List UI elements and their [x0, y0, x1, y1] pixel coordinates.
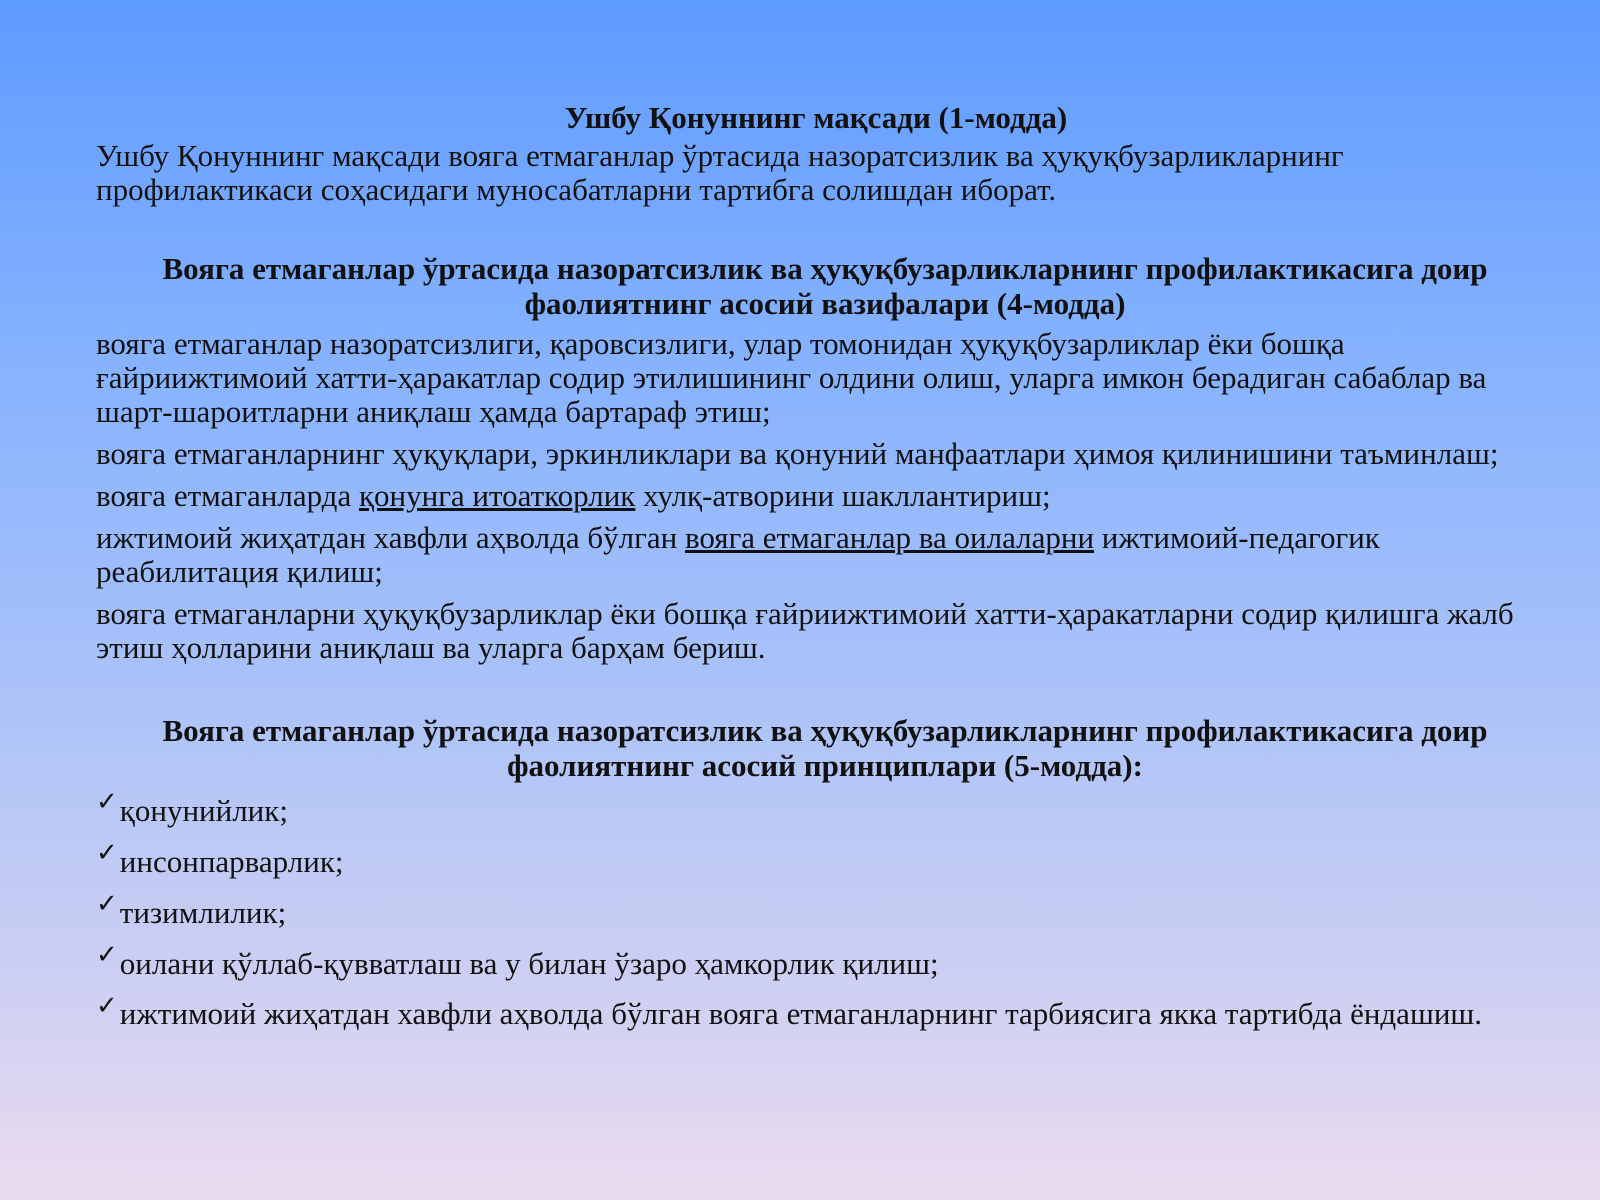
principle-item-text: ижтимоий жиҳатдан хавфли аҳволда бўлган вояга етмаганларнинг тарбиясига якка тартибда ёндашиш.: [119, 996, 1483, 1031]
checkmark-icon: ✓: [96, 838, 118, 868]
section-heading-principles: Вояга етмаганлар ўртасида назоратсизлик ва ҳуқуқбузарликларнинг профилактикасига доир фаолиятнинг асосий принциплари (5-модда):: [162, 713, 1488, 783]
task-item-3-underlined: қонунга итоаткорлик: [358, 478, 636, 513]
principle-item: [96, 789, 1546, 832]
principle-item: [96, 840, 1546, 883]
principle-item: [96, 891, 1546, 934]
task-item-1: вояга етмаганлар назоратсизлиги, қаровсизлиги, улар томонидан ҳуқуқбузарликлар ёки бошқа ғайриижтимоий хатти-ҳаракатлар содир этилишининг олдини олиш, уларга имкон берадиган сабаблар ва шарт-шароитларни аниқлаш ҳамда бартараф этиш;: [96, 326, 1487, 429]
task-item-3-text-before: вояга етмаганларда: [96, 478, 359, 513]
principle-item-text: инсонпарварлик;: [119, 844, 344, 879]
checkmark-icon: ✓: [96, 940, 118, 970]
section-heading-tasks: Вояга етмаганлар ўртасида назоратсизлик ва ҳуқуқбузарликларнинг профилактикасига доир фаолиятнинг асосий вазифалари (4-модда): [162, 251, 1488, 321]
task-item-3-text-after: хулқ-атворини шакллантириш;: [635, 478, 1051, 513]
task-item-4-underlined: вояга етмаганлар ва оилаларни: [684, 520, 1095, 555]
section-heading-purpose: Ушбу Қонуннинг мақсади (1-модда): [564, 100, 1068, 135]
principles-list: [96, 789, 1546, 1035]
slide-content: [96, 100, 1546, 1043]
principle-item-text: тизимлилик;: [119, 895, 287, 930]
task-item-4-text-before: ижтимоий жиҳатдан хавфли аҳволда бўлган: [96, 520, 685, 555]
task-item-4: [96, 521, 1546, 589]
task-item-2: вояга етмаганларнинг ҳуқуқлари, эркинликлари ва қонуний манфаатлари ҳимоя қилинишини таъминлаш;: [96, 436, 1499, 471]
principle-item-text: оилани қўллаб-қувватлаш ва у билан ўзаро ҳамкорлик қилиш;: [119, 946, 939, 981]
checkmark-icon: ✓: [96, 787, 118, 817]
task-item-3: [96, 479, 1546, 513]
principle-item: [96, 993, 1546, 1035]
task-item-5: вояга етмаганларни ҳуқуқбузарликлар ёки бошқа ғайриижтимоий хатти-ҳаракатларни содир қилишга жалб этиш ҳолларини аниқлаш ва уларга барҳам бериш.: [96, 596, 1514, 665]
purpose-paragraph: Ушбу Қонуннинг мақсади вояга етмаганлар ўртасида назоратсизлик ва ҳуқуқбузарликларнинг профилактикаси соҳасидаги муносабатларни тартибга солишдан иборат.: [96, 138, 1344, 207]
checkmark-icon: ✓: [96, 889, 118, 919]
task-item-4-text-after: ижтимоий-педагогик реабилитация қилиш;: [96, 520, 1380, 589]
checkmark-icon: ✓: [96, 991, 118, 1021]
principle-item: [96, 942, 1546, 985]
principle-item-text: қонунийлик;: [119, 793, 288, 828]
